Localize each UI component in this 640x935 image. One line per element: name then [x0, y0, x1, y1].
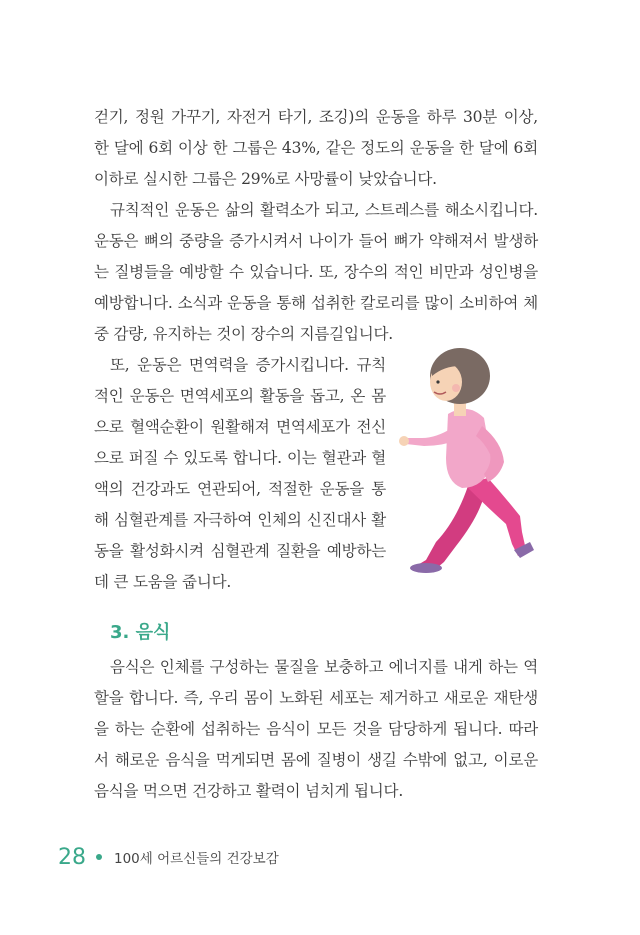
- paragraph-exercise-stats: 걷기, 정원 가꾸기, 자전거 타기, 조깅)의 운동을 하루 30분 이상, 한 달에 6회 이상 한 그룹은 43%, 같은 정도의 운동을 한 달에 6회 이하로 실시한 그룹은 29%로 사망률이 낮았습니다.: [94, 108, 538, 188]
- page-number: 28: [58, 844, 86, 870]
- paragraph-regular-exercise: 규칙적인 운동은 삶의 활력소가 되고, 스트레스를 해소시킵니다. 운동은 뼈의 중량을 증가시켜서 나이가 들어 뼈가 약해져서 발생하는 질병들을 예방할 수 있습니다. 또, 장수의 적인 비만과 성인병을 예방합니다. 소식과 운동을 통해 섭취한 칼로리를 많이 소비하여 체중 감량, 유지하는 것이 장수의 지름길입니다.: [94, 201, 538, 343]
- bullet-dot-icon: [96, 854, 102, 860]
- book-title: 100세 어르신들의 건강보감: [114, 851, 279, 867]
- paragraph-immunity: 또, 운동은 면역력을 증가시킵니다. 규칙적인 운동은 면역세포의 활동을 돕고, 온 몸으로 혈액순환이 원활해져 면역세포가 전신으로 퍼질 수 있도록 합니다. 이는 혈관과 혈액의 건강과도 연관되어, 적절한 운동을 통해 심혈관계를 자극하여 인체의 신진대사 활동을 활성화시켜 심혈관계 질환을 예방하는데 큰 도움을 줍니다.: [94, 356, 386, 591]
- paragraph-food: 음식은 인체를 구성하는 물질을 보충하고 에너지를 내게 하는 역할을 합니다. 즉, 우리 몸이 노화된 세포는 제거하고 새로운 재탄생을 하는 순환에 섭취하는 음식이 모든 것을 담당하게 됩니다. 따라서 해로운 음식을 먹게되면 몸에 질병이 생길 수밖에 없고, 이로운 음식을 먹으면 건강하고 활력이 넘치게 됩니다.: [94, 658, 538, 800]
- elderly-woman-jogging-icon: [396, 346, 536, 582]
- section-heading-food: 3. 음식: [110, 622, 171, 643]
- page-footer: [58, 840, 279, 874]
